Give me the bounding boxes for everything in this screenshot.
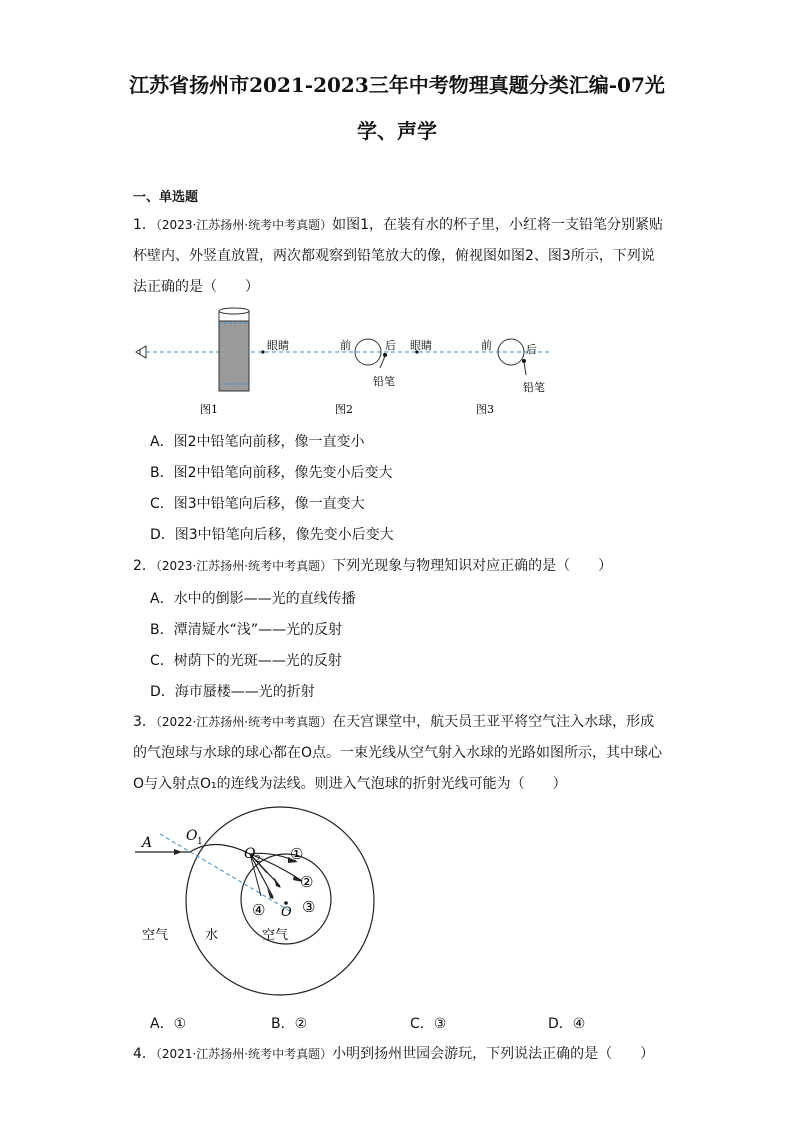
label-air-outside: 空气 (142, 928, 169, 943)
question-number: 1． (133, 217, 156, 233)
label-ray-2: ② (300, 873, 314, 891)
label-o1-sub: 1 (197, 837, 203, 847)
fig-label-eye-3: 眼睛 (410, 339, 432, 352)
question-4 (133, 1039, 663, 1070)
question-number: 4． (133, 1046, 156, 1062)
question-text: 小明到扬州世园会游玩，下列说法正确的是（ ） (332, 1046, 655, 1062)
fig-label-eye-1: 眼睛 (267, 339, 289, 352)
question-3 (133, 707, 663, 800)
label-ray-4: ④ (252, 901, 266, 919)
q2-option-d: D．海市蜃楼——光的折射 (150, 684, 315, 700)
q1-option-a: A．图2中铅笔向前移，像一直变小 (150, 434, 365, 450)
label-air-inside: 空气 (262, 928, 289, 943)
question-2 (133, 551, 663, 582)
fig-label-pencil-3: 铅笔 (523, 381, 545, 394)
question-source: （2021·江苏扬州·统考中考真题） (155, 1047, 333, 1061)
q3-option-b: B．② (271, 1016, 308, 1032)
question-text: 如图1，在装有水的杯子里，小红将一支铅笔分别紧贴杯壁内、外竖直放置，两次都观察到铅笔放大的像，俯视图如图2、图3所示，下列说法正确的是（ ） (133, 217, 663, 295)
label-o2: O (244, 846, 256, 862)
label-water: 水 (205, 928, 219, 943)
fig-label-pencil-2: 铅笔 (373, 375, 395, 388)
question-text: 在天宫课堂中，航天员王亚平将空气注入水球，形成的气泡球与水球的球心都在O点。一束光线从空气射入水球的光路如图所示，其中球心O与入射点O₁的连线为法线。则进入气泡球的折射光线可能为（ ） (133, 714, 663, 792)
question-source: （2023·江苏扬州·统考中考真题） (155, 218, 333, 232)
q1-option-c: C．图3中铅笔向后移，像一直变大 (150, 496, 365, 512)
question-number: 2． (133, 558, 156, 574)
eye-icon (136, 346, 146, 358)
fig-caption-2: 图2 (335, 403, 353, 416)
fig-caption-1: 图1 (200, 403, 218, 416)
q2-option-b: B．潭清疑水“浅”——光的反射 (150, 622, 343, 638)
fig-caption-3: 图3 (476, 403, 494, 416)
q2-option-a: A．水中的倒影——光的直线传播 (150, 591, 356, 607)
label-o2-sub: 2 (255, 855, 261, 865)
label-o1: O (186, 828, 198, 844)
label-a: A (142, 835, 153, 851)
q1-option-d: D．图3中铅笔向后移，像先变小后变大 (150, 527, 394, 543)
label-ray-1: ① (290, 845, 304, 863)
q2-option-c: C．树荫下的光斑——光的反射 (150, 653, 342, 669)
fig-label-front-3: 前 (481, 339, 492, 352)
q1-option-b: B．图2中铅笔向前移，像先变小后变大 (150, 465, 393, 481)
figure-q3 (130, 806, 380, 1006)
figure-q1 (130, 305, 570, 420)
fig-label-front-2: 前 (340, 339, 351, 352)
label-o: O (281, 905, 292, 920)
question-source: （2022·江苏扬州·统考中考真题） (155, 715, 333, 729)
q3-option-a: A．① (150, 1016, 187, 1032)
question-text: 下列光现象与物理知识对应正确的是（ ） (332, 558, 613, 574)
fig-label-back-2: 后 (385, 339, 396, 352)
section-heading: 一、单选题 (133, 190, 199, 205)
q3-option-d: D．④ (548, 1016, 586, 1032)
question-number: 3． (133, 714, 156, 730)
question-1 (133, 210, 663, 303)
q3-option-c: C．③ (410, 1016, 447, 1032)
fig-label-back-3: 后 (526, 343, 537, 356)
water-cup (219, 308, 249, 391)
document-title: 江苏省扬州市2021-2023三年中考物理真题分类汇编-07光学、声学 (129, 73, 665, 143)
label-ray-3: ③ (302, 898, 316, 916)
question-source: （2023·江苏扬州·统考中考真题） (155, 559, 333, 573)
